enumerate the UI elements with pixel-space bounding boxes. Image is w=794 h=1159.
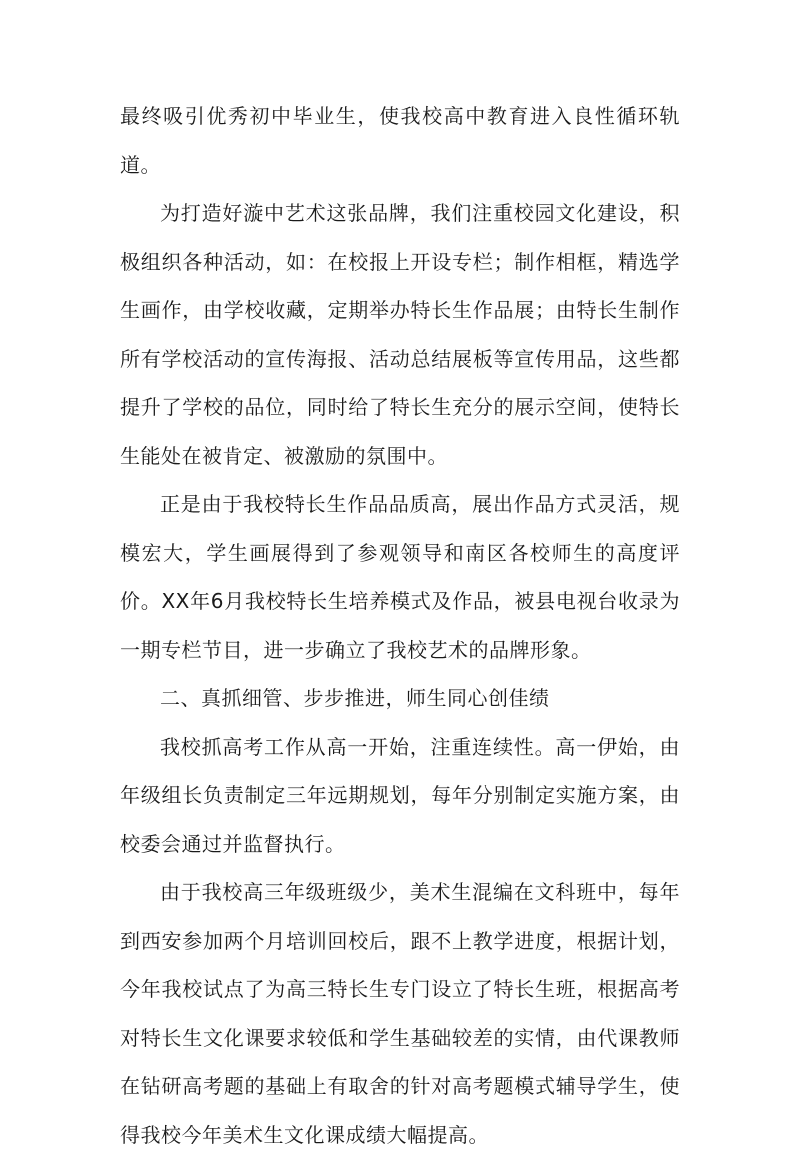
- paragraph-special-class: 由于我校高三年级班级少，美术生混编在文科班中，每年到西安参加两个月培训回校后，跟不上教学进度，根据计划，今年我校试点了为高三特长生专门设立了特长生班，根据高考对特长生文化课要求较低和学生基础较差的实情，由代课教师在钻研高考题的基础上有取舍的针对高考题模式辅导学生，使得我校今年美术生文化课成绩大幅提高。: [120, 880, 680, 1147]
- paragraph-continuation: 最终吸引优秀初中毕业生，使我校高中教育进入良性循环轨道。: [120, 104, 680, 177]
- paragraph-campus-culture: 为打造好漩中艺术这张品牌，我们注重校园文化建设，积极组织各种活动，如：在校报上开设专栏；制作相框，精选学生画作，由学校收藏，定期举办特长生作品展；由特长生制作所有学校活动的宣传海报、活动总结展板等宣传用品，这些都提升了学校的品位，同时给了特长生充分的展示空间，使特长生能处在被肯定、被激励的氛围中。: [120, 201, 680, 468]
- paragraph-exhibition-review: 正是由于我校特长生作品品质高，展出作品方式灵活，规模宏大，学生画展得到了参观领导和南区各校师生的高度评价。XX年6月我校特长生培养模式及作品，被县电视台收录为一期专栏节目，进一步确立了我校艺术的品牌形象。: [120, 492, 680, 662]
- document-body: [120, 92, 680, 1159]
- section-heading: 二、真抓细管、步步推进，师生同心创佳绩: [160, 686, 550, 710]
- paragraph-exam-planning: 我校抓高考工作从高一开始，注重连续性。高一伊始，由年级组长负责制定三年远期规划，每年分别制定实施方案，由校委会通过并监督执行。: [120, 734, 680, 856]
